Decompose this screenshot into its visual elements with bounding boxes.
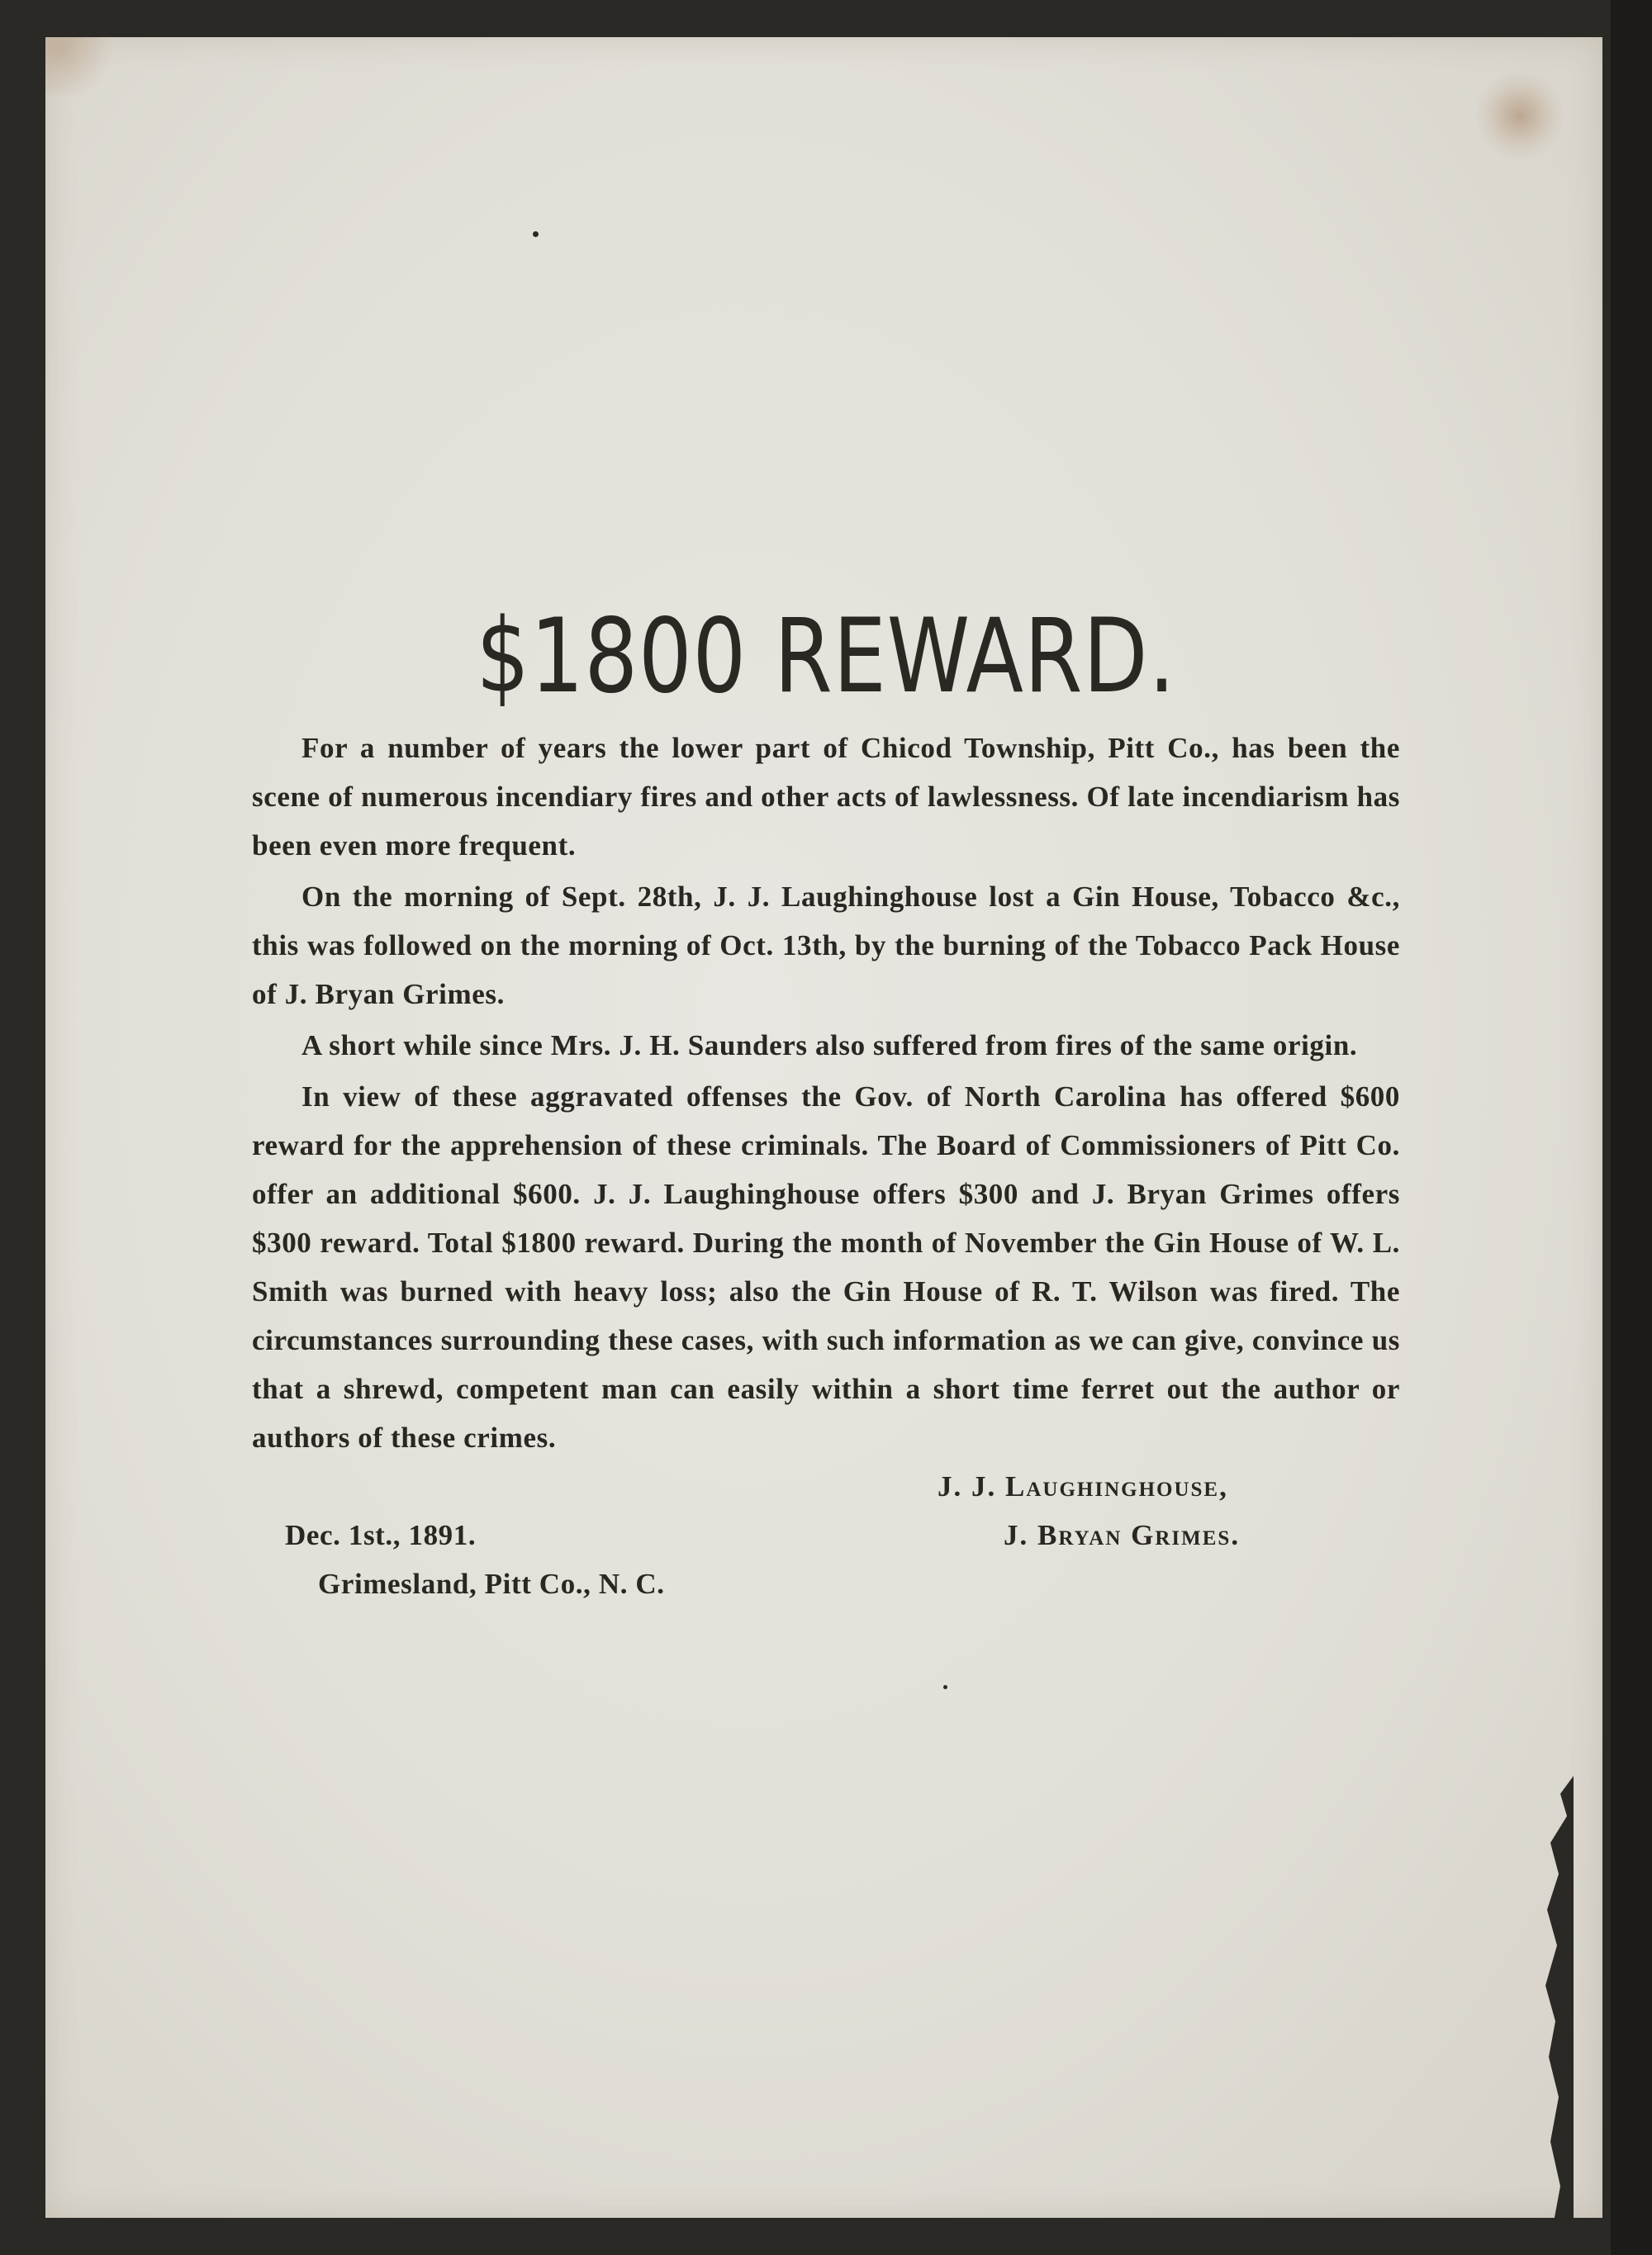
notice-title: $1800 REWARD. bbox=[476, 597, 1176, 716]
paper-stain bbox=[45, 37, 120, 95]
date-place-block bbox=[252, 1462, 847, 1608]
notice-paragraph: A short while since Mrs. J. H. Saunders also suffered from fires of the same origin. bbox=[301, 1029, 1358, 1061]
ink-speck bbox=[533, 231, 539, 237]
reward-notice bbox=[252, 597, 1400, 1608]
signature-block bbox=[938, 1462, 1400, 1608]
frame-edge bbox=[1611, 0, 1652, 2255]
signatory: J. Bryan Grimes. bbox=[1004, 1519, 1241, 1551]
signatory: J. J. Laughinghouse, bbox=[938, 1470, 1228, 1503]
notice-paragraph: On the morning of Sept. 28th, J. J. Laughinghouse lost a Gin House, Tobacco &c., this was followed on the morning of Oct. 13th, by the burning of the Tobacco Pack House of J. Bryan Grimes. bbox=[252, 881, 1400, 1010]
paper-stain bbox=[1474, 70, 1565, 161]
notice-date: Dec. 1st., 1891. bbox=[285, 1519, 477, 1551]
notice-paragraph: In view of these aggravated offenses the Gov. of North Carolina has offered $600 reward for the apprehension of these criminals. The Board of Commissioners of Pitt Co. offer an additional $600. J. J. Laughinghouse offers $300 and J. Bryan Grimes offers $300 reward. Total $1800 reward. During the month of November the Gin House of W. L. Smith was burned with heavy loss; also the Gin House of R. T. Wilson was fired. The circumstances surrounding these cases, with such information as we can give, convince us that a shrewd, competent man can easily within a short time ferret out the author or authors of these crimes. bbox=[252, 1080, 1400, 1454]
notice-closing bbox=[252, 1462, 1400, 1608]
notice-paragraph: For a number of years the lower part of Chicod Township, Pitt Co., has been the scene of numerous incendiary fires and other acts of lawlessness. Of late incendiarism has been even more frequent. bbox=[252, 732, 1400, 862]
ink-speck bbox=[943, 1685, 947, 1689]
notice-place: Grimesland, Pitt Co., N. C. bbox=[318, 1568, 665, 1600]
